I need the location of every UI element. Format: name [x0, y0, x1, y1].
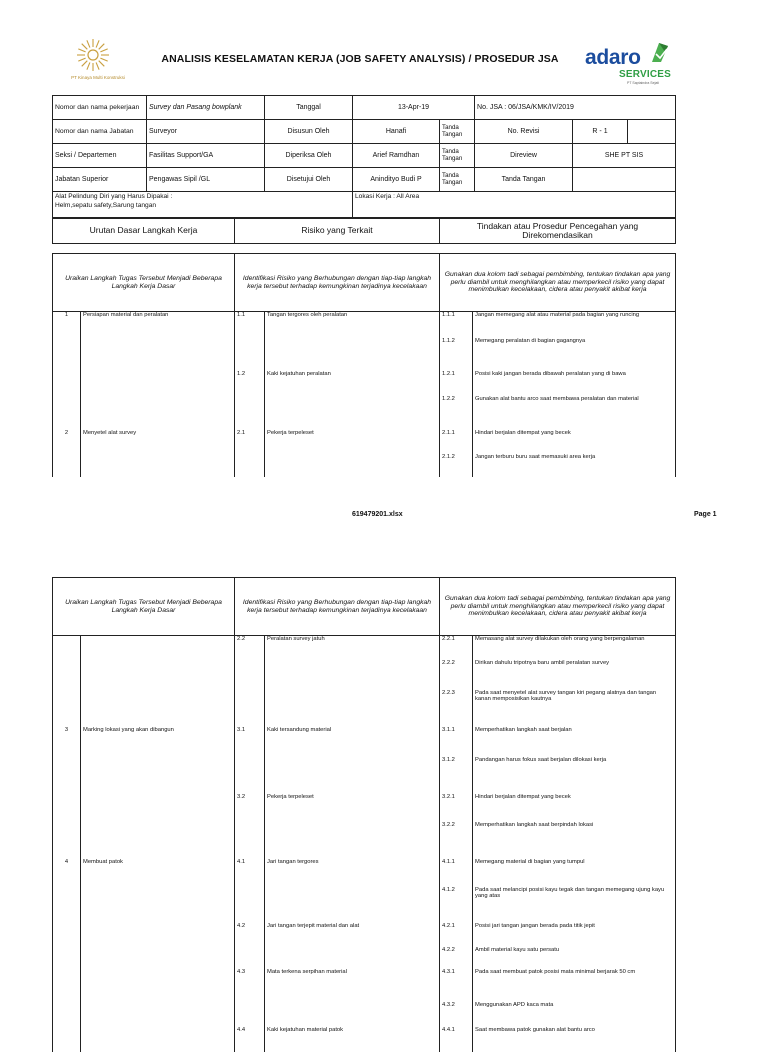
table-row [53, 859, 676, 887]
action-number: 1.2.2 [440, 396, 473, 430]
sun-logo-icon [76, 38, 110, 72]
action-text: Posisi kaki jangan berada dibawah peralatan yang di bawa [473, 371, 676, 396]
step-number [53, 923, 81, 947]
table-row [53, 371, 676, 396]
step-text [81, 690, 235, 727]
job-info-table [52, 95, 676, 192]
action-number: 2.1.2 [440, 454, 473, 477]
step-number [53, 1002, 81, 1027]
action-number: 4.3.1 [440, 969, 473, 1002]
action-number: 3.2.1 [440, 794, 473, 822]
step-number [53, 947, 81, 969]
superior-value: Pengawas Sipil /GL [147, 168, 265, 192]
step-number [53, 1027, 81, 1052]
risk-text [265, 338, 440, 371]
table-row [53, 727, 676, 757]
step-number [53, 338, 81, 371]
risk-text: Mata terkena serpihan material [265, 969, 440, 1002]
risk-number [235, 338, 265, 371]
table-row [53, 947, 676, 969]
table-row [53, 822, 676, 859]
action-text: Gunakan alat bantu arco saat membawa peralatan dan material [473, 396, 676, 430]
grid-head-steps: Uraikan Langkah Tugas Tersebut Menjadi Beberapa Langkah Kerja Dasar [53, 254, 235, 312]
col-head-actions: Tindakan atau Prosedur Pencegahan yang Direkomendasikan [440, 219, 676, 244]
table-row [53, 430, 676, 454]
step-text: Menyetel alat survey [81, 430, 235, 454]
action-text: Jangan memegang alat atau material pada bagian yang runcing [473, 312, 676, 338]
column-header-table [52, 218, 676, 244]
position-value: Surveyor [147, 120, 265, 144]
risk-text [265, 947, 440, 969]
action-number: 4.1.1 [440, 859, 473, 887]
checked-by-value: Arief Ramdhan [353, 144, 440, 168]
risk-number [235, 757, 265, 794]
step-text [81, 947, 235, 969]
action-text: Saat membawa patok gunakan alat bantu arco [473, 1027, 676, 1052]
ppe-value: Helm,sepatu safety,Sarung tangan [55, 201, 157, 209]
risk-text [265, 887, 440, 923]
risk-number: 3.1 [235, 727, 265, 757]
action-number: 1.1.1 [440, 312, 473, 338]
step-text [81, 338, 235, 371]
risk-text: Jari tangan terjepit material dan alat [265, 923, 440, 947]
step-number [53, 794, 81, 822]
step-number [53, 371, 81, 396]
action-number: 2.1.1 [440, 430, 473, 454]
footer-page-number: Page 1 [694, 511, 717, 518]
table-row [53, 396, 676, 430]
adaro-logo [585, 40, 685, 90]
action-number: 3.1.2 [440, 757, 473, 794]
reviewed-label: Direview [475, 144, 573, 168]
grid-head-actions: Gunakan dua kolom tadi sebagai pembimbing, tentukan tindakan apa yang perlu diambil untuk menghilangkan atau memperkecil risiko yang dapat menimbulkan kecelakaan, cidera atau penyakit akibat kerja [440, 254, 676, 312]
signature-label-2: Tanda Tangan [440, 144, 475, 168]
risk-number [235, 1002, 265, 1027]
signature-label-4: Tanda Tangan [475, 168, 573, 192]
approved-by-label: Disetujui Oleh [265, 168, 353, 192]
step-number [53, 454, 81, 477]
action-text: Dirikan dahulu tripotnya baru ambil peralatan survey [473, 660, 676, 690]
step-text: Persiapan material dan peralatan [81, 312, 235, 338]
jsa-grid-page-1 [52, 253, 676, 477]
action-text: Pada saat melancipi posisi kayu tegak dan tangan memegang ujung kayu yang atas [473, 887, 676, 923]
risk-number: 1.2 [235, 371, 265, 396]
step-text [81, 660, 235, 690]
table-row [53, 690, 676, 727]
risk-text: Kaki kejatuhan material patok [265, 1027, 440, 1052]
revision-blank [628, 120, 676, 144]
step-number [53, 636, 81, 660]
risk-number: 2.2 [235, 636, 265, 660]
grid2-head-risks: Identifikasi Risiko yang Berhubungan dengan tiap-tiap langkah kerja tersebut terhadap kemungkinan terjadinya kecelakaan [235, 578, 440, 636]
table-row [53, 923, 676, 947]
risk-text: Jari tangan tergores [265, 859, 440, 887]
table-row [53, 887, 676, 923]
work-location: Lokasi Kerja : All Area [353, 192, 676, 218]
action-number: 1.1.2 [440, 338, 473, 371]
grid2-head-steps: Uraikan Langkah Tugas Tersebut Menjadi Beberapa Langkah Kerja Dasar [53, 578, 235, 636]
risk-text [265, 822, 440, 859]
action-number: 4.2.1 [440, 923, 473, 947]
table-row [53, 1002, 676, 1027]
step-text: Membuat patok [81, 859, 235, 887]
adaro-leaf-icon [649, 40, 671, 64]
risk-number: 4.3 [235, 969, 265, 1002]
step-text [81, 794, 235, 822]
step-number [53, 969, 81, 1002]
adaro-services-text: SERVICES [619, 69, 671, 80]
risk-number: 1.1 [235, 312, 265, 338]
risk-number [235, 690, 265, 727]
step-text [81, 454, 235, 477]
signature-blank [573, 168, 676, 192]
signature-label-1: Tanda Tangan [440, 120, 475, 144]
action-text: Hindari berjalan ditempat yang becek [473, 430, 676, 454]
action-text: Pada saat membuat patok posisi mata minimal berjarak 50 cm [473, 969, 676, 1002]
action-text: Memegang material di bagian yang tumpul [473, 859, 676, 887]
risk-text: Peralatan survey jatuh [265, 636, 440, 660]
step-text [81, 1002, 235, 1027]
document-title: ANALISIS KESELAMATAN KERJA (JOB SAFETY ANALYSIS) / PROSEDUR JSA [161, 53, 559, 65]
step-text [81, 636, 235, 660]
risk-text: Pekerja terpeleset [265, 794, 440, 822]
risk-number [235, 660, 265, 690]
risk-number: 4.2 [235, 923, 265, 947]
section-value: Fasilitas Support/GA [147, 144, 265, 168]
signature-label-3: Tanda Tangan [440, 168, 475, 192]
table-row [53, 660, 676, 690]
action-number: 2.2.2 [440, 660, 473, 690]
step-text [81, 757, 235, 794]
date-label: Tanggal [265, 96, 353, 120]
table-row [53, 454, 676, 477]
risk-text: Kaki tersandung material [265, 727, 440, 757]
table-row [53, 312, 676, 338]
step-text [81, 396, 235, 430]
risk-number [235, 454, 265, 477]
risk-text: Tangan tergores oleh peralatan [265, 312, 440, 338]
action-text: Ambil material kayu satu persatu [473, 947, 676, 969]
table-row [53, 636, 676, 660]
company-logo-left [58, 38, 138, 88]
prepared-by-label: Disusun Oleh [265, 120, 353, 144]
step-number: 2 [53, 430, 81, 454]
action-number: 2.2.3 [440, 690, 473, 727]
action-number: 3.1.1 [440, 727, 473, 757]
action-number: 4.4.1 [440, 1027, 473, 1052]
step-number [53, 757, 81, 794]
grid-head-risks: Identifikasi Risiko yang Berhubungan dengan tiap-tiap langkah kerja tersebut terhadap kemungkinan terjadinya kecelakaan [235, 254, 440, 312]
footer-filename: 619479201.xlsx [352, 511, 403, 518]
risk-text [265, 396, 440, 430]
ppe-table [52, 191, 676, 218]
risk-text [265, 454, 440, 477]
action-text: Jangan terburu buru saat memasuki area kerja [473, 454, 676, 477]
job-name-label: Nomor dan nama pekerjaan [53, 96, 147, 120]
revision-value: R - 1 [573, 120, 628, 144]
step-number [53, 660, 81, 690]
table-row [53, 969, 676, 1002]
table-row [53, 794, 676, 822]
action-text: Memasang alat survey dilakukan oleh orang yang berpengalaman [473, 636, 676, 660]
reviewed-value: SHE PT SIS [573, 144, 676, 168]
action-number: 4.2.2 [440, 947, 473, 969]
step-text: Marking lokasi yang akan dibangun [81, 727, 235, 757]
step-number [53, 822, 81, 859]
step-text [81, 822, 235, 859]
risk-number [235, 947, 265, 969]
action-number: 4.3.2 [440, 1002, 473, 1027]
jsa-number: No. JSA : 06/JSA/KMK/IV/2019 [475, 96, 676, 120]
date-value: 13-Apr-19 [353, 96, 475, 120]
step-text [81, 923, 235, 947]
risk-number: 4.4 [235, 1027, 265, 1052]
risk-number: 2.1 [235, 430, 265, 454]
adaro-subtitle: PT Saptaindra Sejati [627, 81, 660, 85]
action-number: 1.2.1 [440, 371, 473, 396]
jsa-grid-page-2 [52, 577, 676, 1052]
grid2-head-actions: Gunakan dua kolom tadi sebagai pembimbing, tentukan tindakan apa yang perlu diambil untuk menghilangkan atau memperkecil risiko yang dapat menimbulkan kecelakaan, cidera atau penyakit akibat kerja [440, 578, 676, 636]
prepared-by-value: Hanafi [353, 120, 440, 144]
risk-number [235, 887, 265, 923]
risk-number [235, 822, 265, 859]
ppe-cell [53, 192, 353, 218]
step-text [81, 969, 235, 1002]
action-number: 3.2.2 [440, 822, 473, 859]
section-label: Seksi / Departemen [53, 144, 147, 168]
action-text: Pandangan harus fokus saat berjalan dilokasi kerja [473, 757, 676, 794]
ppe-label: Alat Pelindung Diri yang Harus Dipakai : [55, 193, 173, 200]
risk-text: Kaki kejatuhan peralatan [265, 371, 440, 396]
approved-by-value: Anindityo Budi P [353, 168, 440, 192]
adaro-wordmark: adaro [585, 46, 641, 69]
action-text: Memegang peralatan di bagian gagangnya [473, 338, 676, 371]
job-name-value: Survey dan Pasang bowplank [147, 96, 265, 120]
action-text: Memperhatikan langkah saat berjalan [473, 727, 676, 757]
step-text [81, 371, 235, 396]
step-number [53, 396, 81, 430]
step-number: 1 [53, 312, 81, 338]
revision-label: No. Revisi [475, 120, 573, 144]
superior-label: Jabatan Superior [53, 168, 147, 192]
table-row [53, 757, 676, 794]
action-number: 2.2.1 [440, 636, 473, 660]
table-row [53, 1027, 676, 1052]
action-number: 4.1.2 [440, 887, 473, 923]
table-row [53, 338, 676, 371]
risk-text [265, 1002, 440, 1027]
risk-text: Pekerja terpeleset [265, 430, 440, 454]
risk-number [235, 396, 265, 430]
step-text [81, 1027, 235, 1052]
risk-number: 3.2 [235, 794, 265, 822]
action-text: Memperhatikan langkah saat berpindah lokasi [473, 822, 676, 859]
action-text: Menggunakan APD kaca mata [473, 1002, 676, 1027]
risk-text [265, 660, 440, 690]
step-number: 3 [53, 727, 81, 757]
col-head-steps: Urutan Dasar Langkah Kerja [53, 219, 235, 244]
action-text: Pada saat menyetel alat survey tangan kiri pegang alatnya dan tangan kanan memposisikan kautnya [473, 690, 676, 727]
risk-text [265, 690, 440, 727]
risk-number: 4.1 [235, 859, 265, 887]
checked-by-label: Diperiksa Oleh [265, 144, 353, 168]
company-name-small: PT Kinaya Multi Konstruksi [71, 75, 125, 80]
step-text [81, 887, 235, 923]
step-number [53, 887, 81, 923]
step-number: 4 [53, 859, 81, 887]
position-label: Nomor dan nama Jabatan [53, 120, 147, 144]
risk-text [265, 757, 440, 794]
action-text: Hindari berjalan ditempat yang becek [473, 794, 676, 822]
action-text: Posisi jari tangan jangan berada pada titik jepit [473, 923, 676, 947]
col-head-risks: Risiko yang Terkait [235, 219, 440, 244]
step-number [53, 690, 81, 727]
